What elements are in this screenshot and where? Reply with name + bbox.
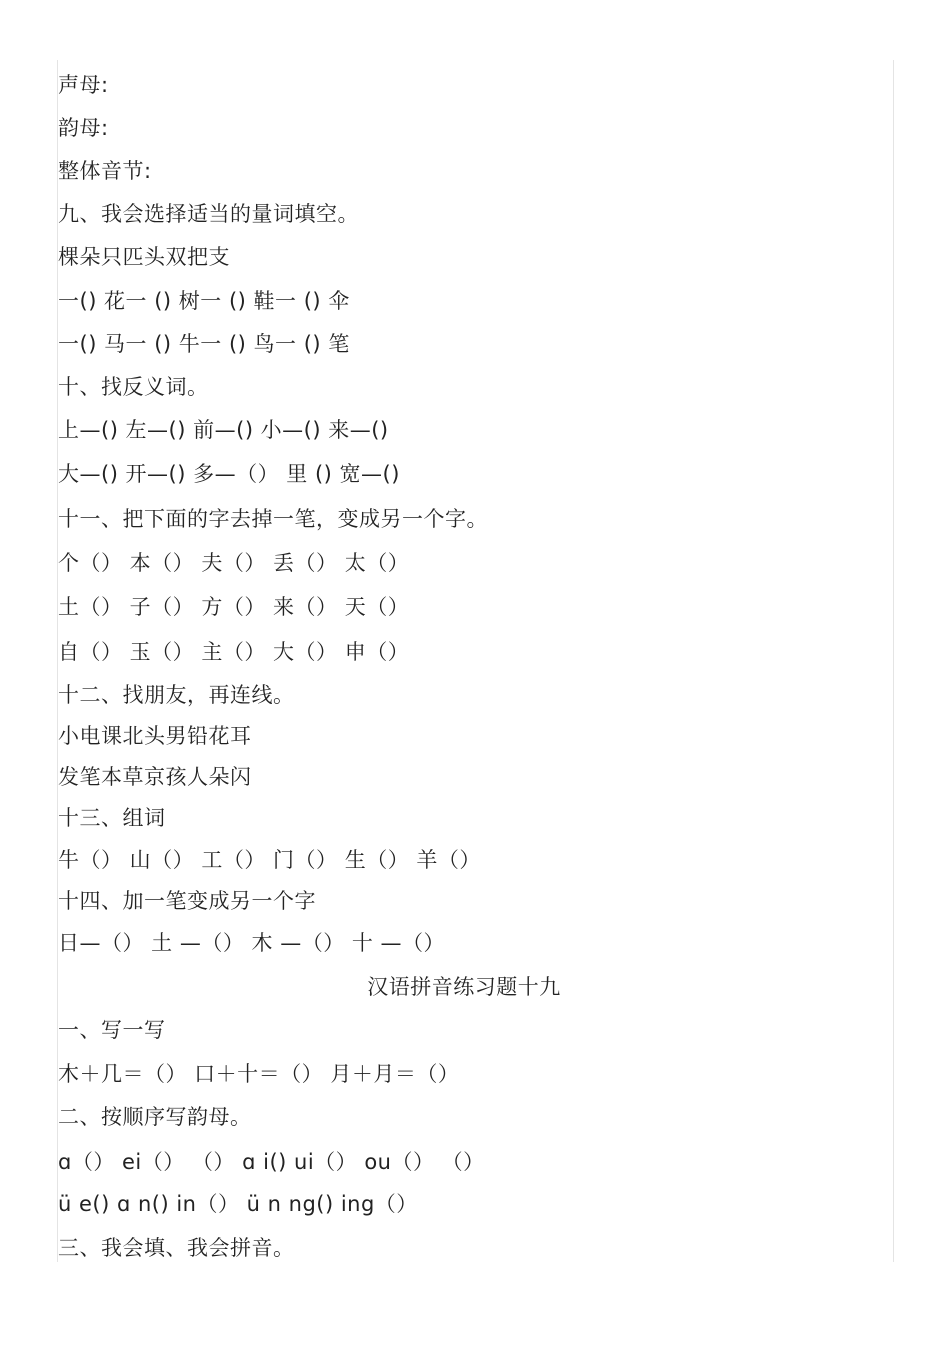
text-line: 自（） 玉（） 主（） 大（） 申（） — [58, 640, 410, 664]
text-line: 棵朵只匹头双把支 — [58, 245, 230, 269]
text-line: 日—（） 土 —（） 木 —（） 十 —（） — [58, 931, 446, 955]
section-heading: 十三、组词 — [58, 806, 166, 830]
section-heading: 二、按顺序写韵母。 — [58, 1105, 252, 1129]
section-heading: 十二、找朋友，再连线。 — [58, 683, 295, 707]
right-margin-rule — [893, 60, 894, 1262]
text-line: 木＋几＝（） 口＋十＝（） 月＋月＝（） — [58, 1062, 460, 1086]
text-line: 大—() 开—() 多—（） 里 () 宽—() — [58, 462, 400, 486]
text-line: 小电课北头男铅花耳 — [58, 724, 252, 748]
text-line: 一() 花一 () 树一 () 鞋一 () 伞 — [58, 289, 350, 313]
section-heading: 十一、把下面的字去掉一笔，变成另一个字。 — [58, 507, 488, 531]
text-line: 整体音节: — [58, 159, 152, 183]
text-line: 个（） 本（） 夫（） 丢（） 太（） — [58, 551, 410, 575]
section-heading: 一、写一写 — [58, 1018, 166, 1042]
text-line: 上—() 左—() 前—() 小—() 来—() — [58, 418, 389, 442]
text-line: ɑ（） ei（） （） ɑ i() ui（） ou（） （） — [58, 1150, 485, 1174]
section-heading: 三、我会填、我会拼音。 — [58, 1236, 295, 1260]
text-line: ü e() ɑ n() in（） ü n ng() ing（） — [58, 1192, 418, 1216]
section-heading: 十四、加一笔变成另一个字 — [58, 889, 316, 913]
section-heading: 九、我会选择适当的量词填空。 — [58, 202, 359, 226]
text-line: 发笔本草京孩人朵闪 — [58, 765, 252, 789]
section-heading: 十、找反义词。 — [58, 375, 209, 399]
text-line: 韵母: — [58, 116, 109, 140]
page-title: 汉语拼音练习题十九 — [367, 975, 561, 999]
text-line: 牛（） 山（） 工（） 门（） 生（） 羊（） — [58, 848, 481, 872]
text-line: 一() 马一 () 牛一 () 鸟一 () 笔 — [58, 332, 350, 356]
text-line: 声母: — [58, 73, 109, 97]
text-line: 土（） 子（） 方（） 来（） 天（） — [58, 595, 410, 619]
